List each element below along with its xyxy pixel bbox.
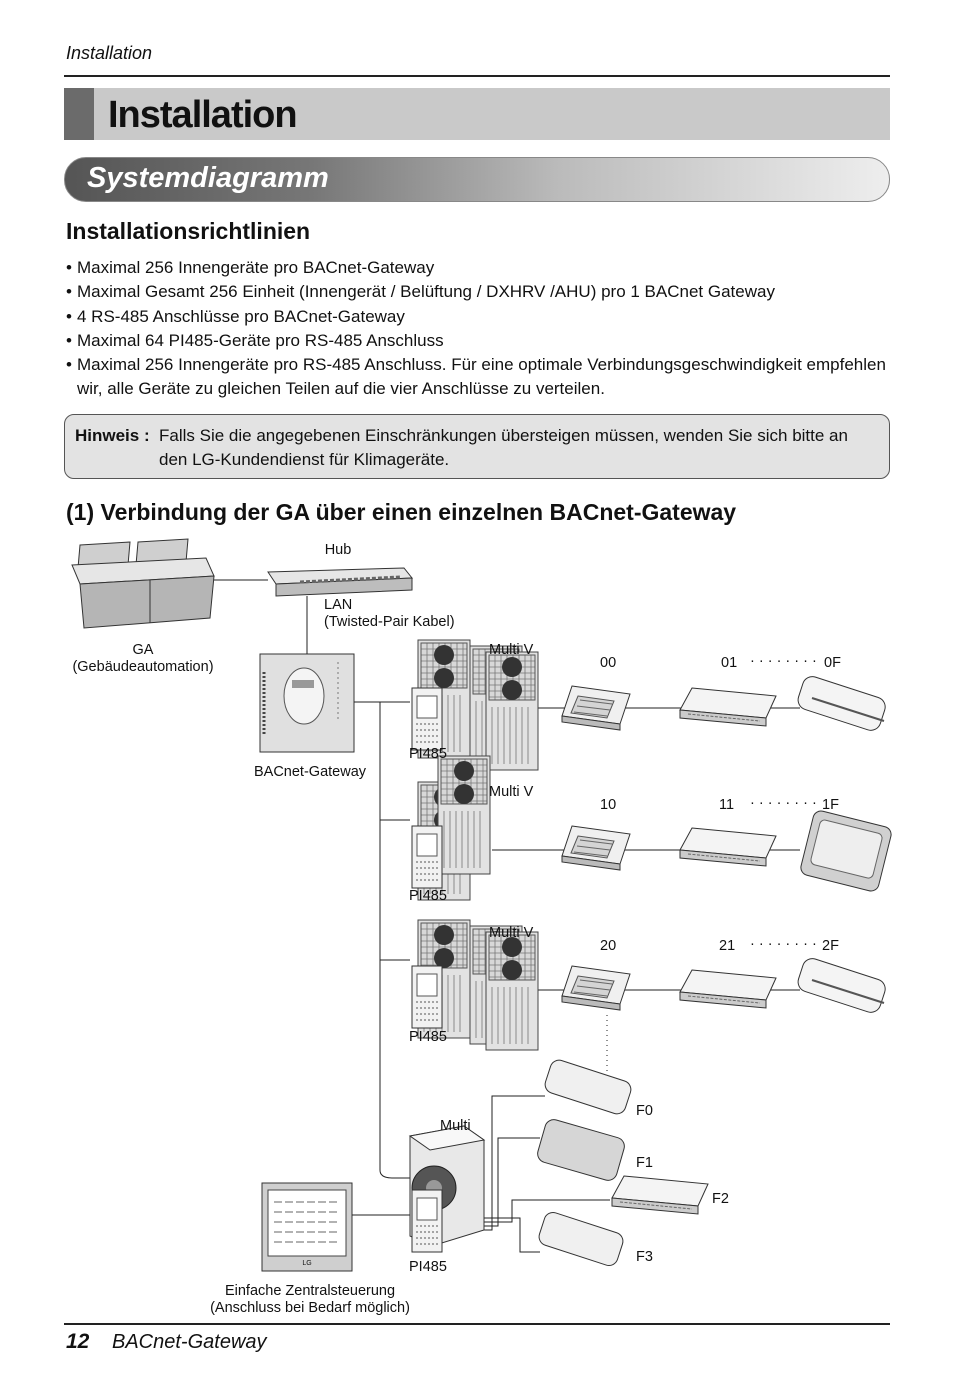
pi485-module-icon	[412, 688, 442, 750]
central-logo: LG	[302, 1260, 312, 1267]
ga-console-icon	[72, 539, 214, 628]
guideline-item: • Maximal Gesamt 256 Einheit (Innengerät / Belüftung / DXHRV /AHU) pro 1 BACnet Gateway	[66, 280, 886, 304]
title-bar-tab	[64, 88, 94, 140]
central-label: Einfache Zentralsteuerung	[224, 1283, 396, 1299]
wall-unit-icon	[795, 674, 887, 733]
unit-address: 21	[719, 938, 736, 954]
multi-v-label: Multi V	[489, 925, 534, 941]
gateway-label: BACnet-Gateway	[253, 764, 367, 780]
multi-v-label: Multi V	[489, 784, 534, 800]
address-dots: · · · · · · · ·	[750, 795, 817, 811]
subsection-heading: (1) Verbindung der GA über einen einzelnen BACnet-Gateway	[66, 499, 737, 525]
cassette-unit-icon	[562, 966, 630, 1010]
ceiling-unit-icon	[680, 828, 776, 866]
pi485-module-icon	[412, 1190, 442, 1252]
system-diagram	[0, 530, 954, 1320]
unit-address: F2	[712, 1191, 729, 1207]
multi-label: Multi	[440, 1118, 471, 1134]
unit-address: 20	[600, 938, 617, 954]
address-dots: · · · · · · · ·	[750, 653, 817, 669]
wall-unit-icon	[799, 809, 893, 892]
ga-label: GA	[132, 642, 154, 658]
footer-title: BACnet-Gateway	[112, 1331, 267, 1353]
unit-address: 00	[600, 655, 617, 671]
pi485-module-icon	[412, 826, 442, 888]
pi485-label: PI485	[409, 888, 447, 904]
section-bar	[64, 157, 890, 202]
multi-indoor-f3-icon	[537, 1210, 625, 1268]
unit-address: 0F	[824, 655, 841, 671]
footer-rule	[64, 1323, 890, 1325]
note-text: Falls Sie die angegebenen Einschränkungen übersteigen müssen, wenden Sie sich bitte an den LG-Kundendienst für Klimageräte.	[159, 426, 848, 469]
hub-label: Hub	[324, 542, 352, 558]
title-bar	[64, 88, 890, 140]
guideline-item: • Maximal 256 Innengeräte pro BACnet-Gateway	[66, 256, 886, 280]
address-dots: · · · · · · · ·	[750, 936, 817, 952]
gateway-icon	[260, 654, 354, 752]
ga-sublabel: (Gebäudeautomation)	[72, 659, 214, 675]
running-head: Installation	[66, 43, 153, 63]
pi485-label: PI485	[409, 1259, 447, 1275]
unit-address: 01	[721, 655, 738, 671]
page-number: 12	[66, 1330, 90, 1353]
central-controller-icon	[262, 1183, 352, 1271]
unit-address: 11	[719, 797, 735, 813]
note-box	[64, 414, 890, 479]
page-title: Installation	[108, 94, 297, 136]
guidelines-list	[66, 256, 886, 402]
lan-cable-label: (Twisted-Pair Kabel)	[324, 614, 455, 630]
ceiling-unit-icon	[680, 970, 776, 1008]
wall-unit-icon	[795, 956, 887, 1015]
pi485-label: PI485	[409, 746, 447, 762]
unit-address: F0	[636, 1103, 653, 1119]
ceiling-unit-icon	[680, 688, 776, 726]
unit-address: 2F	[822, 938, 839, 954]
unit-address: 10	[600, 797, 617, 813]
header-rule	[64, 75, 890, 77]
multi-indoor-f1-icon	[536, 1118, 627, 1183]
central-sublabel: (Anschluss bei Bedarf möglich)	[210, 1300, 410, 1316]
unit-address: 1F	[822, 797, 839, 813]
pi485-module-icon	[412, 966, 442, 1028]
guideline-item: • Maximal 64 PI485-Geräte pro RS-485 Anschluss	[66, 329, 886, 353]
unit-address: F1	[636, 1155, 653, 1171]
pi485-label: PI485	[409, 1029, 447, 1045]
cassette-unit-icon	[562, 826, 630, 870]
guideline-item: • Maximal 256 Innengeräte pro RS-485 Anschluss. Für eine optimale Verbindungsgeschwindigkeit empfehlen wir, alle Geräte zu gleichen Teilen auf die vier Anschlüsse zu verteilen.	[66, 353, 886, 402]
section-title: Systemdiagramm	[87, 162, 329, 194]
multi-v-label: Multi V	[489, 642, 534, 658]
unit-address: F3	[636, 1249, 653, 1265]
guidelines-heading: Installationsrichtlinien	[66, 218, 311, 244]
note-label: Hinweis :	[75, 426, 150, 445]
multi-indoor-f2-icon	[612, 1176, 708, 1214]
guideline-item: • 4 RS-485 Anschlüsse pro BACnet-Gateway	[66, 305, 886, 329]
cassette-unit-icon	[562, 686, 630, 730]
hub-icon	[268, 568, 412, 596]
multi-indoor-f0-icon	[543, 1058, 633, 1116]
lan-label: LAN	[324, 597, 353, 613]
